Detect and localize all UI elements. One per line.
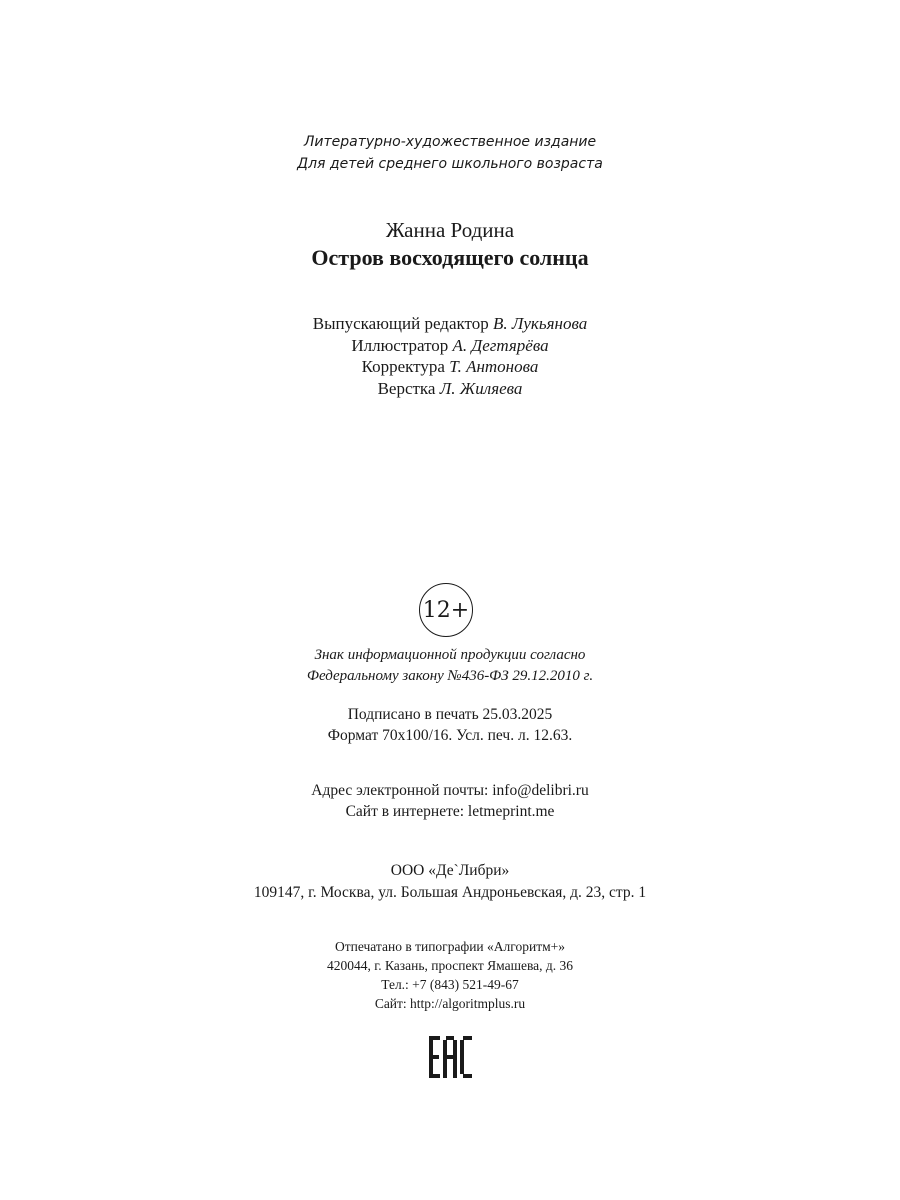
printer-line: Сайт: http://algoritmplus.ru: [374, 996, 526, 1011]
credit-name: Т. Антонова: [449, 357, 539, 376]
credit-name: Л. Жиляева: [439, 378, 523, 398]
audience-line: Для детей среднего школьного возраста: [297, 156, 603, 172]
book-title: Остров восходящего солнца: [311, 245, 589, 270]
law-line: Знак информационной продукции согласно: [314, 647, 586, 663]
book-author: Жанна Родина: [385, 218, 515, 242]
credit-role: Выпускающий редактор: [312, 314, 489, 333]
printer-info: [0, 937, 900, 1013]
law-line: Федеральному закону №436-ФЗ 29.12.2010 г.: [306, 668, 594, 684]
eac-logo-icon: [429, 1036, 472, 1078]
format-info: Формат 70х100/16. Усл. печ. л. 12.63.: [327, 727, 573, 744]
credits-list: [0, 313, 900, 399]
credit-role: Корректура: [361, 357, 445, 376]
print-info: [0, 704, 900, 746]
genre-line: Литературно-художественное издание: [303, 134, 597, 150]
website-line: Сайт в интернете: letmeprint.me: [345, 803, 555, 820]
credit-illustrator: [0, 335, 900, 357]
printer-line: Отпечатано в типографии «Алгоритм+»: [334, 939, 566, 954]
contacts: [0, 780, 900, 822]
credit-editor: [0, 313, 900, 335]
credit-role: Иллюстратор: [351, 335, 453, 355]
signed-to-print: Подписано в печать 25.03.2025: [347, 706, 553, 723]
credit-name: В. Лукьянова: [492, 314, 588, 333]
age-rating-badge: 12+: [419, 583, 473, 637]
credit-role: Верстка: [377, 378, 436, 398]
credit-name: А. Дегтярёва: [452, 335, 549, 355]
printer-line: 420044, г. Казань, проспект Ямашева, д. 36: [326, 958, 574, 973]
email-line: Адрес электронной почты: info@delibri.ru: [311, 782, 589, 799]
publisher-name: ООО «Де`Либри»: [390, 862, 510, 879]
printer-line: Тел.: +7 (843) 521-49-67: [381, 977, 519, 992]
law-note: [0, 645, 900, 687]
credit-proofreader: [0, 356, 900, 378]
publisher-info: [0, 860, 900, 904]
genre-note: [0, 131, 900, 175]
credit-layout: [0, 378, 900, 400]
publisher-address: 109147, г. Москва, ул. Большая Андроньевская, д. 23, стр. 1: [253, 884, 647, 901]
